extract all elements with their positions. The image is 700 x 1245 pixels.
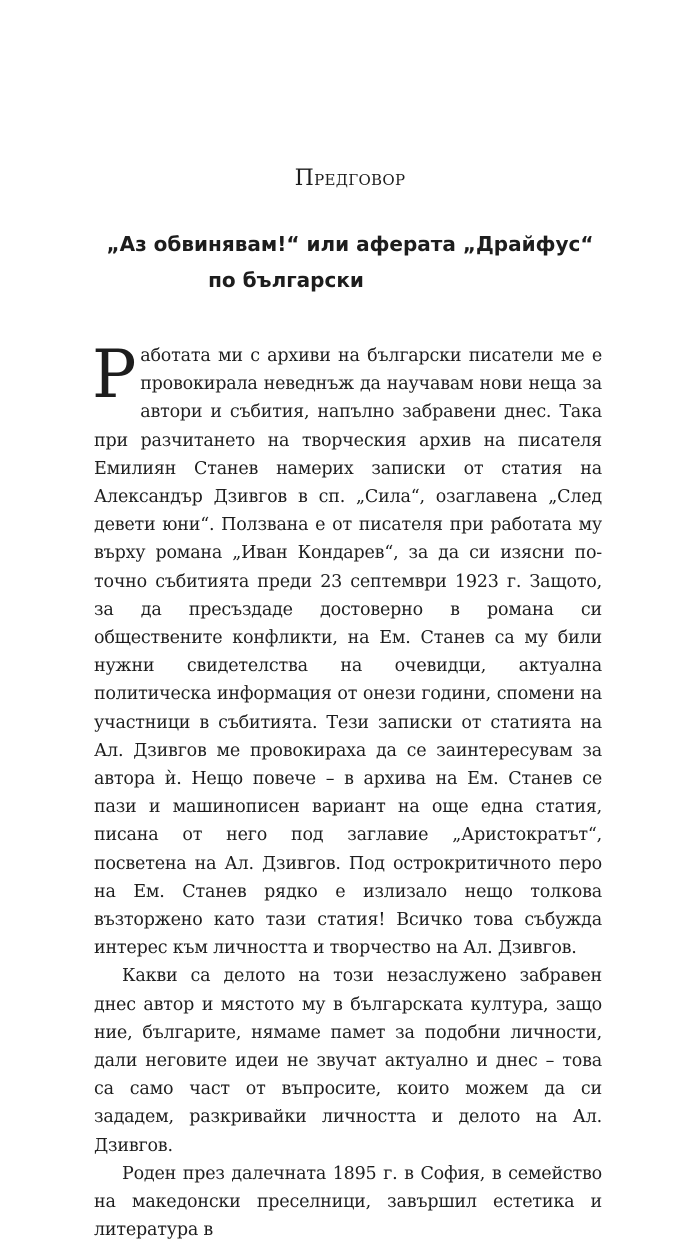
paragraph-1-text: аботата ми с архиви на български писатели ме е провокирала неведнъж да научавам нови неща за автори и събития, напълно забравени днес. Така при разчитането на творческия архив на писателя Емилиян Станев намерих записки от статия на Александър Дзивгов в сп. „Сила“, озаглавена „След девети юни“. Ползвана е от писателя при работата му върху романа „Иван Кондарев“, за да си изясни по-точно събитията преди 23 септември 1923 г. Защото, за да пресъздаде достоверно в романа си обществените конфликти, на Ем. Станев са му били нужни свидетелства на очевидци, актуална политическа информация от онези години, спомени на участници в събитията. Тези записки от статията на Ал. Дзивгов ме провокираха да се заинтересувам за автора ѝ. Нещо повече – в архива на Ем. Станев се пази и машинописен вариант на още една статия, писана от него под заглавие „Аристократът“, посветена на Ал. Дзивгов. Под острокритичното перо на Ем. Станев рядко е излизало нещо толкова възторжено като тази статия! Всичко това събужда интерес към личността и творчество на Ал. Дзивгов. [94, 346, 602, 959]
paragraph-2: Какви са делото на този незаслужено забравен днес автор и мястото му в българската култура, защо ние, българите, нямаме памет за подобни личности, дали неговите идеи не звучат актуално и днес – това са само част от въпросите, които можем да си зададем, разкривайки личността и делото на Ал. Дзивгов. [94, 966, 602, 1156]
drop-cap-letter: Р [92, 336, 137, 413]
chapter-title [80, 226, 620, 298]
paragraph-3: Роден през далечната 1895 г. в София, в семейство на македонски преселници, завършил естетика и литература в [94, 1163, 602, 1241]
body-text [92, 336, 602, 1245]
chapter-title-line-1: „Аз обвинявам!“ или аферата „Драйфус“ [106, 232, 594, 256]
paragraph-1 [92, 336, 602, 962]
chapter-title-line-2: по български [208, 268, 364, 292]
section-heading: Предговор [294, 166, 406, 191]
